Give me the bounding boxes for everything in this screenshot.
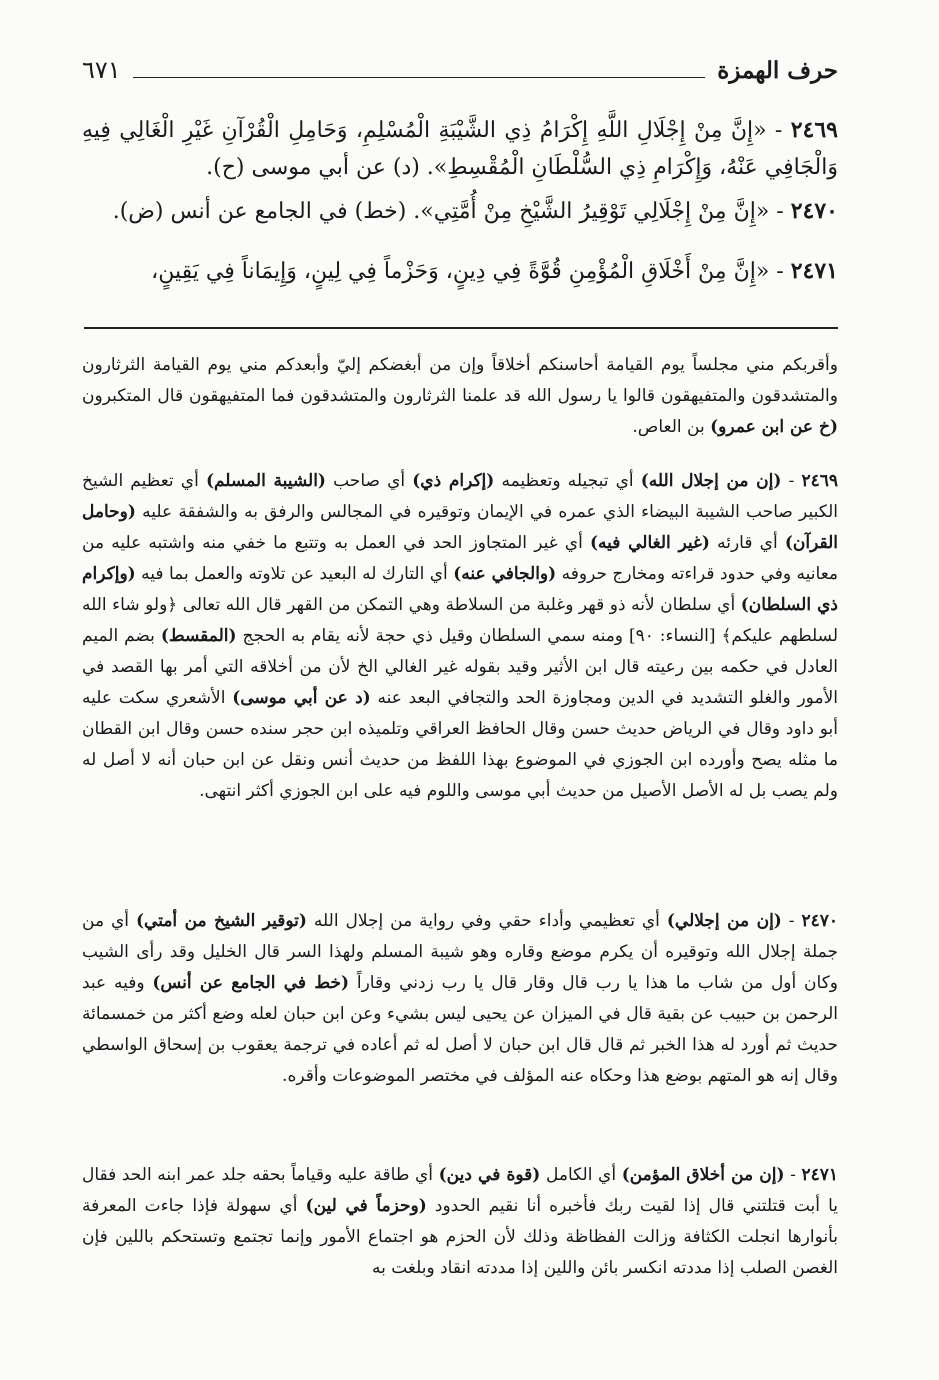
- quoted-term: (وحزماً في لين): [305, 1196, 427, 1216]
- commentary-text: أي غير المتجاوز الحد في العمل به وتتبع ما خفي منه واشتبه عليه من معانيه وفي حدود قراءته ومخارج حروفه: [82, 533, 839, 584]
- quoted-term: (المقسط): [160, 626, 237, 646]
- commentary-text: أي تعظيم الشيخ الكبير صاحب الشيبة البيضاء الذي عمره في الإيمان وتوقيره في المجالس والرفق به والشفقة عليه: [82, 471, 838, 522]
- hadith-number: ٢٤٦٩: [790, 117, 838, 143]
- quoted-term: (توقير الشيخ من أمتي): [135, 911, 307, 931]
- commentary-text: أي التارك له البعيد عن تلاوته والعمل بما فيه: [141, 564, 448, 584]
- commentary-text: أي سهولة فإذا جاءت المعرفة بأنوارها انجلت الكثافة وزالت الفظاظة وذلك لأن الحزم هو اجتماع الأمور وإنما تجتمع وتستحكم باللين فإن الغصن الصلب إذا مددته انكسر بائن واللين إذا مددته انقاد وبلغت به: [82, 1196, 838, 1278]
- hadith-number: ٢٤٧٠: [790, 198, 838, 224]
- entry-number: ٢٤٦٩: [801, 471, 838, 491]
- entry-number: ٢٤٧٠: [801, 911, 839, 931]
- quoted-term: (الشيبة المسلم): [205, 471, 326, 491]
- commentary-text: أي طاقة عليه وقياماً بحقه جلد عمر ابنه الحد فقال يا أبت قتلتني قال إذا لقيت ربك فأخبره أنا نقيم الحدود: [82, 1165, 839, 1216]
- quoted-term: (خط في الجامع عن أنس): [152, 973, 350, 993]
- commentary-text: أي من جملة إجلال الله وتوقيره أن يكرم موضع وقاره وهو شيبة المسلم ولهذا السر قال الخليل وقد رأى الشيب وكان أول من شاب ما هذا يا رب قال وقار قال يا رب زدني وقاراً: [82, 911, 839, 993]
- commentary-text: أي صاحب: [333, 471, 406, 491]
- hadith-number: ٢٤٧١: [790, 258, 838, 284]
- commentary-text: بضم الميم العادل في حكمه بين رعيته قال ابن الأثير وقيد بقوله غير الغالي الخ لأن من أخلاقه التي أمر بها القصد في الأمور والغلو التشديد في الدين ومجاوزة الحد والتجافي البعد عنه: [82, 626, 838, 708]
- commentary-text: وفيه عبد الرحمن بن حبيب عن بقية قال في الميزان عن يحيى ليس بشيء وعن ابن حبان لعله وضع أكثر من خمسمائة حديث ثم أورد له هذا الخبر ثم قال قال ابن حبان لا أصل له ثم أعاده في ترجمة يعقوب بن إسحاق الواسطي وقال إنه هو المتهم بوضع هذا وحكاه عنه المؤلف في مختصر الموضوعات وأقره.: [82, 973, 838, 1086]
- commentary-text: بن العاص.: [632, 417, 705, 437]
- commentary-continuation: [82, 350, 838, 443]
- hadith-text: «إِنَّ مِنْ إِجْلَالِي تَوْقِيرُ الشَّيْخِ مِنْ أُمَّتِي». (خط) في الجامع عن أنس (ض).: [112, 199, 770, 224]
- commentary-text: أي تبجيله وتعظيمه: [501, 471, 634, 491]
- quoted-term: (إن من إجلال الله): [640, 471, 782, 491]
- commentary-2471: ٢٤٧١ - (إن من أخلاق المؤمن) أي الكامل (قوة في دين) أي طاقة عليه وقياماً بحقه جلد عمر ابنه الحد فقال يا أبت قتلتني قال إذا لقيت ربك فأخبره أنا نقيم الحدود (وحزماً في لين) أي سهولة فإذا جاءت المعرفة بأنوارها انجلت الكثافة وزالت الفظاظة وذلك لأن الحزم هو اجتماع الأمور وإنما تجتمع وتستحكم باللين فإن الغصن الصلب إذا مددته انكسر بائن واللين إذا مددته انقاد وبلغت به: [82, 1165, 839, 1278]
- commentary-2469: ٢٤٦٩ - (إن من إجلال الله) أي تبجيله وتعظيمه (إكرام ذي) أي صاحب (الشيبة المسلم) أي تعظيم الشيخ الكبير صاحب الشيبة البيضاء الذي عمره في الإيمان وتوقيره في المجالس والرفق به والشفقة عليه (وحامل القرآن) أي قارئه (غير الغالي فيه) أي غير المتجاوز الحد في العمل به وتتبع ما خفي منه واشتبه عليه من معانيه وفي حدود قراءته ومخارج حروفه (والجافي عنه) أي التارك له البعيد عن تلاوته والعمل بما فيه (وإكرام ذي السلطان) أي سلطان لأنه ذو قهر وغلبة من السلاطة وهي التمكن من القهر قال الله تعالى ﴿ولو شاء الله لسلطهم عليكم﴾ [النساء: ٩٠] ومنه سمي السلطان وقيل ذي حجة لأنه يقام به الحجج (المقسط) بضم الميم العادل في حكمه بين رعيته قال ابن الأثير وقيد بقوله غير الغالي الخ لأن من أخلاقه التي أمر بها القصد في الأمور والغلو التشديد في الدين ومجاوزة الحد والتجافي البعد عنه (د عن أبي موسى) الأشعري سكت عليه أبو داود وقال في الرياض حديث حسن وقال الحافظ العراقي وتلميذه ابن حجر سنده حسن وقال ابن القطان ما مثله يصح وأورده ابن الجوزي في الموضوع بهذا اللفظ من حديث أنس ونقل عن ابن حبان أنه لا أصل له ولم يصب بل له الأصل الأصيل من حديث أبي موسى واللوم فيه على ابن الجوزي أكثر انتهى.: [82, 471, 839, 801]
- hadith-2471: ٢٤٧١ - «إِنَّ مِنْ أَخْلَاقِ الْمُؤْمِنِ قُوَّةً فِي دِينٍ، وَحَزْماً فِي لِينٍ، وَإِيمَاناً فِي يَقِينٍ،: [151, 258, 838, 284]
- quoted-term: (وحامل القرآن): [82, 502, 839, 553]
- header-rule: [133, 77, 706, 78]
- footnote-separator: [84, 327, 838, 329]
- commentary-text: أي سلطان لأنه ذو قهر وغلبة من السلاطة وهي التمكن من القهر قال الله تعالى ﴿ولو شاء الله لسلطهم عليكم﴾ [النساء: ٩٠] ومنه سمي السلطان وقيل ذي حجة لأنه يقام به الحجج: [82, 595, 839, 646]
- commentary-text: أي قارئه: [717, 533, 778, 553]
- quoted-term: (وإكرام ذي السلطان): [82, 564, 838, 615]
- quoted-term: (غير الغالي فيه): [590, 533, 710, 553]
- hadith-2469: ٢٤٦٩ - «إِنَّ مِنْ إِجْلَالِ اللَّهِ إِكْرَامُ ذِي الشَّيْبَةِ الْمُسْلِمِ، وَحَامِلِ الْقُرْآنِ غَيْرِ الْغَالِي فِيهِ وَالْجَافِي عَنْهُ، وَإِكْرَامِ ذِي السُّلْطَانِ الْمُقْسِطِ». (د) عن أبي موسى (ح).: [82, 117, 838, 180]
- commentary-text: أي الكامل: [545, 1165, 617, 1185]
- hadith-text: «إِنَّ مِنْ أَخْلَاقِ الْمُؤْمِنِ قُوَّةً فِي دِينٍ، وَحَزْماً فِي لِينٍ، وَإِيمَاناً فِي يَقِينٍ،: [151, 259, 770, 284]
- commentary-2470: ٢٤٧٠ - (إن من إجلالي) أي تعظيمي وأداء حقي وفي رواية من إجلال الله (توقير الشيخ من أمتي) أي من جملة إجلال الله وتوقيره أن يكرم موضع وقاره وهو شيبة المسلم ولهذا السر قال الخليل وقد رأى الشيب وكان أول من شاب ما هذا يا رب قال وقار قال يا رب زدني وقاراً (خط في الجامع عن أنس) وفيه عبد الرحمن بن حبيب عن بقية قال في الميزان عن يحيى ليس بشيء وعن ابن حبان لعله وضع أكثر من خمسمائة حديث ثم أورد له هذا الخبر ثم قال قال ابن حبان لا أصل له ثم أعاده في ترجمة يعقوب بن إسحاق الواسطي وقال إنه هو المتهم بوضع هذا وحكاه عنه المؤلف في مختصر الموضوعات وأقره.: [82, 911, 839, 1086]
- page-number: ٦٧١: [82, 56, 121, 84]
- quoted-term: (والجافي عنه): [453, 564, 557, 584]
- quoted-term: (د عن أبي موسى): [232, 688, 371, 708]
- quoted-term: (قوة في دين): [438, 1165, 541, 1185]
- running-header: [82, 50, 838, 90]
- hadith-2470: ٢٤٧٠ - «إِنَّ مِنْ إِجْلَالِي تَوْقِيرُ الشَّيْخِ مِنْ أُمَّتِي». (خط) في الجامع عن أنس (ض).: [112, 198, 838, 224]
- commentary-text: وأقربكم مني مجلساً يوم القيامة أحاسنكم أخلاقاً وإن من أبغضكم إليّ وأبعدكم مني يوم القيامة الثرثارون والمتشدقون والمتفيهقون قالوا يا رسول الله قد علمنا الثرثارون والمتشدقون فما المتفيهقون قال المتكبرون: [82, 355, 838, 406]
- quoted-term: (إن من أخلاق المؤمن): [621, 1165, 785, 1185]
- chapter-title: حرف الهمزة: [717, 56, 838, 84]
- commentary-text: الأشعري سكت عليه أبو داود وقال في الرياض حديث حسن وقال الحافظ العراقي وتلميذه ابن حجر سنده حسن وقال ابن القطان ما مثله يصح وأورده ابن الجوزي في الموضوع بهذا اللفظ من حديث أنس ونقل عن ابن حبان أنه لا أصل له ولم يصب بل له الأصل الأصيل من حديث أبي موسى واللوم فيه على ابن الجوزي أكثر انتهى.: [82, 688, 838, 801]
- commentary-source: (خ عن ابن عمرو): [710, 417, 838, 437]
- entry-number: ٢٤٧١: [801, 1165, 839, 1185]
- commentary-text: أي تعظيمي وأداء حقي وفي رواية من إجلال الله: [313, 911, 660, 931]
- quoted-term: (إكرام ذي): [412, 471, 495, 491]
- quoted-term: (إن من إجلالي): [666, 911, 782, 931]
- hadith-text: «إِنَّ مِنْ إِجْلَالِ اللَّهِ إِكْرَامُ ذِي الشَّيْبَةِ الْمُسْلِمِ، وَحَامِلِ الْقُرْآنِ غَيْرِ الْغَالِي فِيهِ وَالْجَافِي عَنْهُ، وَإِكْرَامِ ذِي السُّلْطَانِ الْمُقْسِطِ». (د) عن أبي موسى (ح).: [82, 118, 838, 180]
